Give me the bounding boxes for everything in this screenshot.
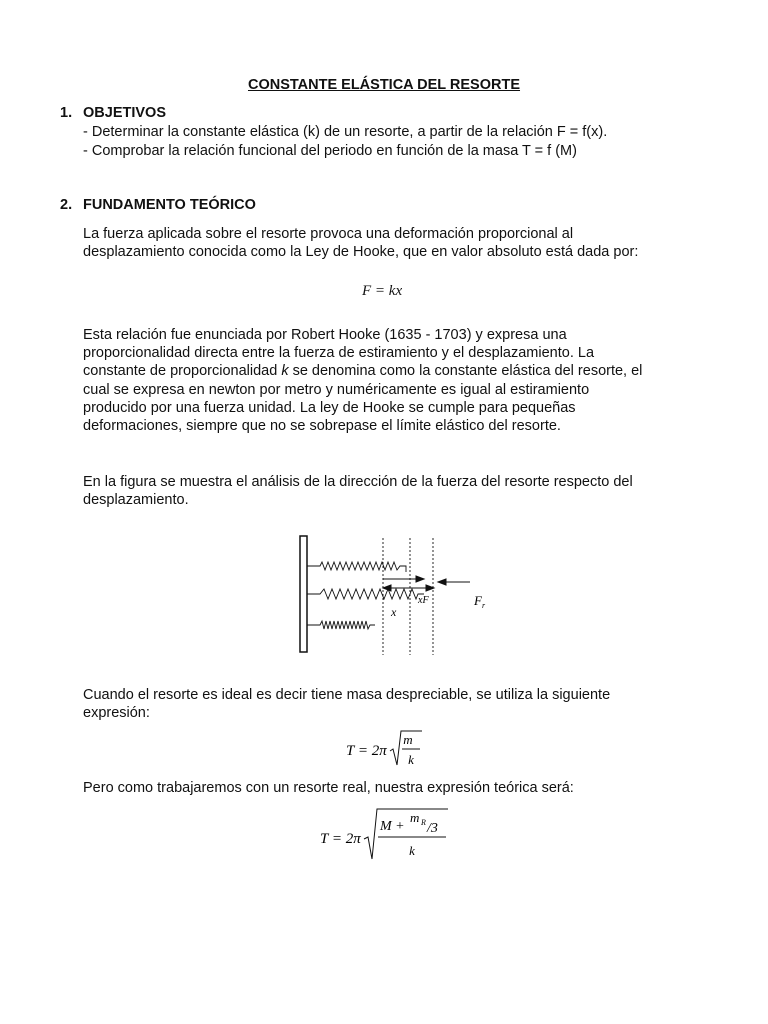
- restoring-force-arrow: [438, 579, 470, 585]
- paragraph-line: deformaciones, siempre que no se sobrepase el límite elástico del resorte.: [83, 418, 561, 435]
- section-1-heading: OBJETIVOS: [83, 105, 166, 121]
- equation-lhs: T = 2π: [320, 831, 361, 847]
- paragraph-line: proporcionalidad directa entre la fuerza de estiramiento y el desplazamiento. La: [83, 345, 595, 362]
- objective-2: - Comprobar la relación funcional del periodo en función de la masa T = f (M): [83, 143, 577, 159]
- paragraph-hooke-intro: [83, 225, 693, 261]
- paragraph-line: desplazamiento.: [83, 492, 189, 509]
- label-F: F: [474, 593, 482, 608]
- paragraph-line: cual se expresa en newton por metro y numéricamente es igual al estiramiento: [83, 381, 590, 398]
- equation-lhs: T = 2π: [346, 743, 387, 759]
- document-title: CONSTANTE ELÁSTICA DEL RESORTE: [247, 77, 521, 93]
- spring-bottom: [307, 621, 375, 629]
- equation-hooke: F = kx: [362, 283, 403, 299]
- numerator-M: M +: [380, 819, 405, 834]
- label-x: x: [391, 605, 397, 619]
- paragraph-line: Cuando el resorte es ideal es decir tiene masa despreciable, se utiliza la siguiente: [83, 687, 611, 703]
- label-F-subscript: r: [482, 601, 486, 610]
- wall: [300, 536, 307, 652]
- spring-top: [307, 562, 406, 572]
- fraction-numerator: m: [403, 732, 413, 747]
- equation-period-real: [314, 805, 454, 865]
- displacement-arrow: [383, 576, 424, 582]
- paragraph-figure-intro: [83, 473, 693, 509]
- paragraph-line: producido por una fuerza unidad. La ley de Hooke se cumple para pequeñas: [83, 399, 576, 416]
- paragraph-line: expresión:: [83, 705, 150, 722]
- section-2-heading: FUNDAMENTO TEÓRICO: [83, 197, 256, 213]
- variable-k: k: [281, 363, 289, 380]
- section-1-number: 1.: [60, 105, 73, 121]
- paragraph-line: Esta relación fue enunciada por Robert Hooke (1635 - 1703) y expresa una: [83, 327, 567, 343]
- fraction-denominator: k: [408, 752, 414, 767]
- label-xF: xF: [418, 595, 429, 606]
- paragraph-line: desplazamiento conocida como la Ley de Hooke, que en valor absoluto está dada por:: [83, 244, 639, 261]
- spring-middle: [307, 589, 424, 599]
- numerator-m: m: [410, 810, 420, 825]
- paragraph-hooke-explanation: [83, 326, 693, 435]
- equation-period-ideal: [340, 727, 430, 773]
- paragraph-line: En la figura se muestra el análisis de la dirección de la fuerza del resorte respecto del: [83, 474, 633, 490]
- spring-figure: [290, 530, 510, 660]
- paragraph-line: [83, 362, 693, 380]
- paragraph-line: La fuerza aplicada sobre el resorte provoca una deformación proporcional al: [83, 226, 574, 242]
- double-arrow-x: [383, 585, 434, 591]
- numerator-divisor: /3: [427, 821, 438, 836]
- numerator-subscript-R: R: [421, 818, 426, 827]
- section-2-number: 2.: [60, 197, 73, 213]
- text-run: constante de proporcionalidad: [83, 363, 282, 380]
- text-run: se denomina como la constante elástica del resorte, el: [288, 363, 643, 380]
- objective-1: - Determinar la constante elástica (k) de un resorte, a partir de la relación F = f(x).: [83, 124, 608, 140]
- paragraph-ideal-spring: [83, 686, 693, 722]
- fraction-denominator: k: [409, 843, 415, 858]
- paragraph-real-spring: Pero como trabajaremos con un resorte real, nuestra expresión teórica será:: [83, 780, 574, 796]
